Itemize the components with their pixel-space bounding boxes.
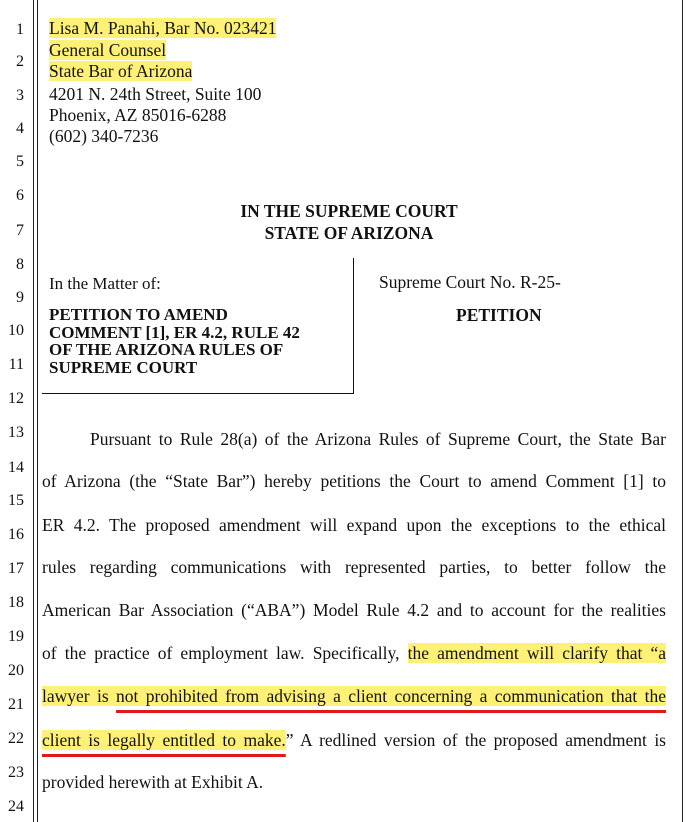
caption-title-line: SUPREME COURT <box>49 357 198 377</box>
highlighted-quote: the amendment will clarify that “a <box>407 643 666 663</box>
body-text: ” A redlined version of the proposed amendment is <box>285 730 666 750</box>
body-line: of Arizona (the “State Bar”) hereby petitions the Court to amend Comment [1] to <box>42 471 666 491</box>
attorney-street: 4201 N. 24th Street, Suite 100 <box>49 84 262 104</box>
caption-title-line: COMMENT [1], ER 4.2, RULE 42 <box>49 322 300 342</box>
body-line <box>42 642 666 664</box>
court-name: IN THE SUPREME COURT <box>240 201 458 221</box>
attorney-city: Phoenix, AZ 85016-6288 <box>49 105 227 125</box>
line-number: 1 <box>16 21 24 38</box>
line-number: 6 <box>16 187 24 204</box>
line-number: 17 <box>8 560 24 577</box>
line-number: 7 <box>16 222 24 239</box>
body-line <box>42 729 666 751</box>
matter-label: In the Matter of: <box>49 274 161 293</box>
body-line: American Bar Association (“ABA”) Model Rule 4.2 and to account for the realities <box>42 600 666 620</box>
line-number: 16 <box>8 526 24 543</box>
body-line <box>42 685 666 707</box>
caption-title <box>49 306 349 376</box>
caption-box-right <box>353 258 354 394</box>
body-line: provided herewith at Exhibit A. <box>42 772 264 792</box>
line-number: 12 <box>8 390 24 407</box>
margin-rule-left-2 <box>37 0 38 822</box>
line-number: 9 <box>16 289 24 306</box>
caption-box-bottom <box>42 393 354 394</box>
margin-rule-left-1 <box>33 0 34 822</box>
line-number: 18 <box>8 594 24 611</box>
highlighted-underlined-quote: client is legally entitled to make. <box>42 730 286 750</box>
line-number: 15 <box>8 492 24 509</box>
caption-title-line: PETITION TO AMEND <box>49 305 228 324</box>
attorney-title: General Counsel <box>49 40 167 60</box>
body-line: rules regarding communications with represented parties, to better follow the <box>42 557 666 577</box>
caption-title-line: OF THE ARIZONA RULES OF <box>49 340 284 359</box>
line-number: 10 <box>8 322 24 339</box>
line-number: 2 <box>16 53 24 70</box>
line-number: 11 <box>8 356 24 373</box>
body-line: ER 4.2. The proposed amendment will expand upon the exceptions to the ethical <box>42 515 666 535</box>
line-number: 21 <box>8 696 24 713</box>
line-number: 22 <box>8 730 24 747</box>
case-number: Supreme Court No. R-25- <box>379 272 561 292</box>
line-number: 19 <box>8 628 24 645</box>
highlighted-quote: lawyer is <box>42 686 117 706</box>
line-number: 8 <box>16 256 24 273</box>
line-number: 4 <box>16 120 24 137</box>
document-type: PETITION <box>456 305 542 325</box>
body-line: Pursuant to Rule 28(a) of the Arizona Rules of Supreme Court, the State Bar <box>90 429 666 449</box>
attorney-org: State Bar of Arizona <box>49 61 193 81</box>
line-number: 20 <box>8 662 24 679</box>
margin-rule-right <box>682 0 683 822</box>
line-number: 23 <box>8 764 24 781</box>
line-number: 3 <box>16 87 24 104</box>
line-number: 5 <box>16 153 24 170</box>
body-text: of the practice of employment law. Specifically, <box>42 643 408 663</box>
line-number: 24 <box>8 798 24 815</box>
attorney-phone: (602) 340-7236 <box>49 126 159 146</box>
line-number: 13 <box>8 424 24 441</box>
attorney-name: Lisa M. Panahi, Bar No. 023421 <box>49 18 277 38</box>
highlighted-underlined-quote: not prohibited from advising a client concerning a communication that the <box>116 686 666 706</box>
line-number: 14 <box>8 459 24 476</box>
court-state: STATE OF ARIZONA <box>264 223 434 243</box>
